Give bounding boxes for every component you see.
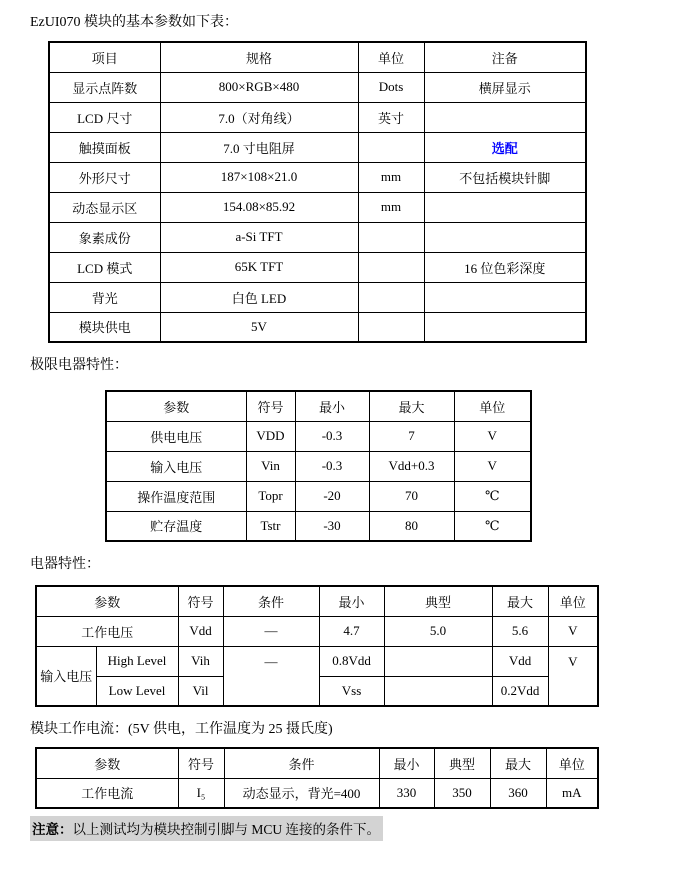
col-header-condition: 条件 — [224, 748, 379, 778]
table-row — [49, 102, 586, 132]
cell-unit-merged: V — [548, 646, 598, 706]
cell-typ — [384, 676, 492, 706]
cell-symbol: Vih — [178, 646, 223, 676]
cell-unit: ℃ — [454, 511, 531, 541]
table-row — [106, 451, 531, 481]
cell-unit: V — [454, 451, 531, 481]
intro-title: EzUI070 模块的基本参数如下表： — [30, 15, 239, 30]
col-header-symbol: 符号 — [178, 748, 224, 778]
cell-item: 触摸面板 — [49, 132, 160, 162]
cell-param: 工作电流 — [36, 778, 178, 808]
col-header-item: 项目 — [49, 42, 160, 72]
cell-typ: 5.0 — [384, 616, 492, 646]
cell-max: Vdd+0.3 — [369, 451, 454, 481]
col-header-min: 最小 — [319, 586, 384, 616]
cell-item: 模块供电 — [49, 312, 160, 342]
col-header-param: 参数 — [106, 391, 246, 421]
cell-typ: 350 — [434, 778, 490, 808]
table-row — [106, 421, 531, 451]
cell-unit — [358, 222, 424, 252]
col-header-condition: 条件 — [223, 586, 319, 616]
col-header-unit: 单位 — [454, 391, 531, 421]
note-text: 以上测试均为模块控制引脚与 MCU 连接的条件下。 — [72, 822, 381, 837]
limits-section-title: 极限电器特性： — [30, 358, 128, 373]
col-header-min: 最小 — [295, 391, 369, 421]
cell-symbol: Vdd — [178, 616, 223, 646]
table-row — [49, 312, 586, 342]
table-row — [36, 778, 598, 808]
cell-max: Vdd — [492, 646, 548, 676]
cell-level: Low Level — [96, 676, 178, 706]
cell-max: 360 — [490, 778, 546, 808]
cell-note: 不包括模块针脚 — [424, 162, 586, 192]
current-table — [35, 747, 599, 809]
cell-max: 7 — [369, 421, 454, 451]
cell-unit — [358, 282, 424, 312]
col-header-unit: 单位 — [358, 42, 424, 72]
cell-item: 显示点阵数 — [49, 72, 160, 102]
note-line — [30, 816, 680, 841]
cell-max: 80 — [369, 511, 454, 541]
cell-max: 70 — [369, 481, 454, 511]
table-row — [49, 252, 586, 282]
col-header-param: 参数 — [36, 586, 178, 616]
cell-param: 供电电压 — [106, 421, 246, 451]
cell-item: 动态显示区 — [49, 192, 160, 222]
cell-item: 背光 — [49, 282, 160, 312]
cell-min: 0.8Vdd — [319, 646, 384, 676]
cell-unit: ℃ — [454, 481, 531, 511]
cell-note-optional — [424, 132, 586, 162]
table-row — [49, 192, 586, 222]
cell-spec: 白色 LED — [160, 282, 358, 312]
col-header-param: 参数 — [36, 748, 178, 778]
cell-min: -30 — [295, 511, 369, 541]
cell-note — [424, 282, 586, 312]
cell-note — [424, 102, 586, 132]
col-header-max: 最大 — [369, 391, 454, 421]
note-label: 注意： — [32, 822, 73, 837]
cell-param: 工作电压 — [36, 616, 178, 646]
cell-unit: 英寸 — [358, 102, 424, 132]
cell-input-group: 输入电压 — [36, 646, 96, 706]
cell-note — [424, 192, 586, 222]
electrical-section-title: 电器特性： — [30, 557, 100, 572]
col-header-spec: 规格 — [160, 42, 358, 72]
table-header-row — [36, 748, 598, 778]
cell-condition: 动态显示，背光=400 — [224, 778, 379, 808]
electrical-table — [35, 585, 599, 707]
current-section-title: 模块工作电流：(5V 供电，工作温度为 25 摄氏度) — [30, 722, 333, 737]
col-header-typ: 典型 — [384, 586, 492, 616]
table-row-vdd — [36, 616, 598, 646]
cell-unit: Dots — [358, 72, 424, 102]
col-header-symbol: 符号 — [246, 391, 295, 421]
cell-note — [424, 222, 586, 252]
cell-spec: 5V — [160, 312, 358, 342]
cell-note — [424, 312, 586, 342]
cell-unit: mm — [358, 162, 424, 192]
cell-spec: 187×108×21.0 — [160, 162, 358, 192]
cell-item: LCD 尺寸 — [49, 102, 160, 132]
col-header-typ: 典型 — [434, 748, 490, 778]
cell-symbol: Vin — [246, 451, 295, 481]
table-row — [49, 282, 586, 312]
table-header-row — [49, 42, 586, 72]
cell-unit: mm — [358, 192, 424, 222]
cell-param: 输入电压 — [106, 451, 246, 481]
cell-symbol: VDD — [246, 421, 295, 451]
cell-unit — [358, 132, 424, 162]
col-header-unit: 单位 — [548, 586, 598, 616]
cell-min: -20 — [295, 481, 369, 511]
col-header-max: 最大 — [492, 586, 548, 616]
cell-level: High Level — [96, 646, 178, 676]
cell-min: -0.3 — [295, 421, 369, 451]
cell-unit — [358, 312, 424, 342]
cell-param: 操作温度范围 — [106, 481, 246, 511]
table-row — [49, 222, 586, 252]
cell-max: 0.2Vdd — [492, 676, 548, 706]
cell-unit: mA — [546, 778, 598, 808]
cell-item: 外形尺寸 — [49, 162, 160, 192]
table-row — [49, 162, 586, 192]
table-header-row — [106, 391, 531, 421]
optional-config-link[interactable]: 选配 — [491, 140, 518, 156]
cell-condition: — — [223, 616, 319, 646]
col-header-unit: 单位 — [546, 748, 598, 778]
table-row — [49, 72, 586, 102]
cell-item: LCD 模式 — [49, 252, 160, 282]
table-header-row — [36, 586, 598, 616]
table-row — [106, 511, 531, 541]
cell-symbol: I₅ — [178, 778, 224, 808]
cell-note: 横屏显示 — [424, 72, 586, 102]
cell-item: 象素成份 — [49, 222, 160, 252]
cell-spec: 154.08×85.92 — [160, 192, 358, 222]
cell-spec: 7.0（对角线） — [160, 102, 358, 132]
cell-symbol: Tstr — [246, 511, 295, 541]
col-header-max: 最大 — [490, 748, 546, 778]
table-row-vih — [36, 646, 598, 676]
cell-param: 贮存温度 — [106, 511, 246, 541]
col-header-note: 注备 — [424, 42, 586, 72]
cell-min: 4.7 — [319, 616, 384, 646]
limits-table — [105, 390, 532, 542]
cell-spec: a-Si TFT — [160, 222, 358, 252]
cell-spec: 800×RGB×480 — [160, 72, 358, 102]
col-header-min: 最小 — [379, 748, 434, 778]
cell-min: -0.3 — [295, 451, 369, 481]
cell-note: 16 位色彩深度 — [424, 252, 586, 282]
cell-unit: V — [548, 616, 598, 646]
cell-typ — [384, 646, 492, 676]
cell-symbol: Topr — [246, 481, 295, 511]
col-header-symbol: 符号 — [178, 586, 223, 616]
basic-params-table — [48, 41, 587, 343]
cell-max: 5.6 — [492, 616, 548, 646]
cell-spec: 65K TFT — [160, 252, 358, 282]
cell-condition-merged: — — [223, 646, 319, 706]
cell-min: Vss — [319, 676, 384, 706]
table-row — [106, 481, 531, 511]
table-row — [49, 132, 586, 162]
cell-unit — [358, 252, 424, 282]
cell-unit: V — [454, 421, 531, 451]
cell-spec: 7.0 寸电阻屏 — [160, 132, 358, 162]
cell-min: 330 — [379, 778, 434, 808]
note-highlight — [30, 816, 383, 841]
cell-symbol: Vil — [178, 676, 223, 706]
